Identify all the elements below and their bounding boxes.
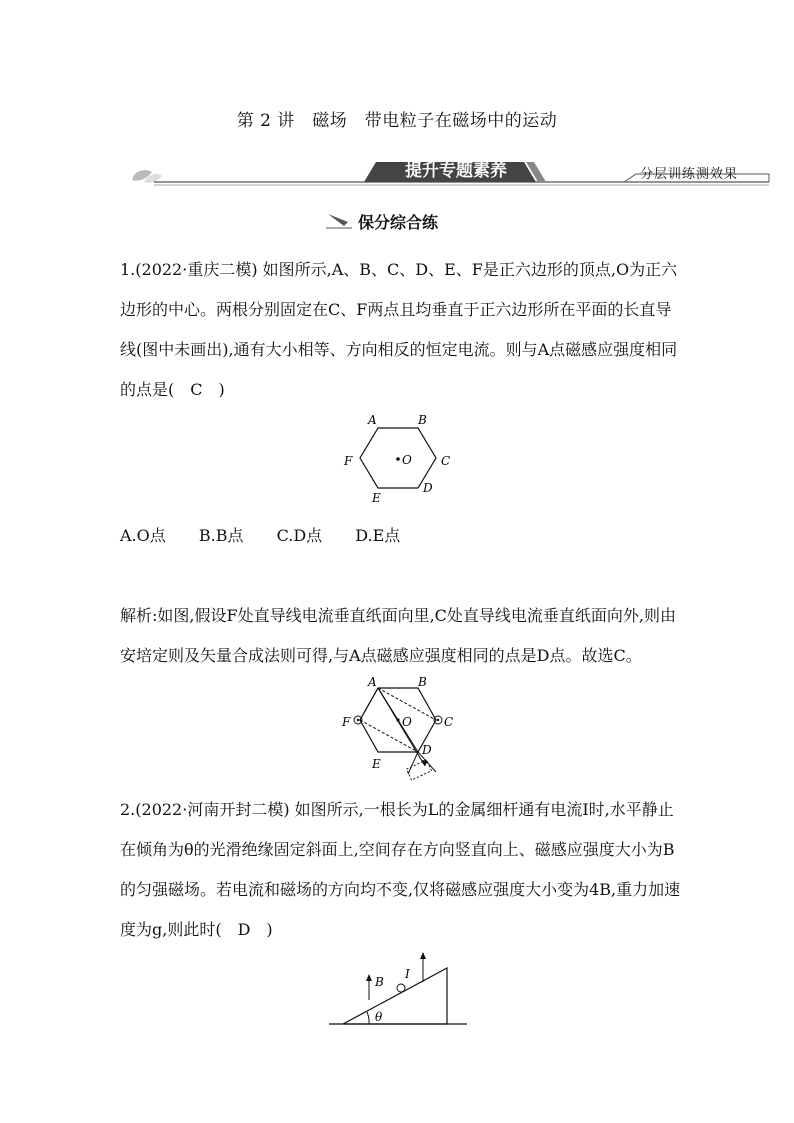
- label-O: O: [402, 715, 412, 729]
- label-E: E: [372, 491, 381, 505]
- label-A: A: [368, 676, 377, 689]
- pen-icon: [326, 208, 356, 232]
- label-C: C: [441, 454, 451, 468]
- label-F: F: [342, 715, 351, 729]
- question-2-stem: 2.(2022·河南开封二模) 如图所示,一根长为L的金属细杆通有电流I时,水平静止在倾角为θ的光滑绝缘固定斜面上,空间存在方向竖直向上、磁感应强度大小为B的匀强磁场。若电流和磁场的方向均不变,仅将磁感应强度大小变为4B,重力加速度为g,则此时( D ): [120, 800, 681, 939]
- banner-right-label: 分层训练测效果: [640, 167, 739, 182]
- option-d: D.E点: [355, 526, 401, 545]
- question-1-analysis: 解析:如图,假设F处直导线电流垂直纸面向里,C处直导线电流垂直纸面向外,则由安培定则及矢量合成法则可得,与A点磁感应强度相同的点是D点。故选C。: [120, 606, 676, 665]
- label-theta: θ: [375, 1010, 383, 1024]
- label-B: B: [418, 676, 427, 689]
- question-1-stem: 1.(2022·重庆二模) 如图所示,A、B、C、D、E、F是正六边形的顶点,O为正六边形的中心。两根分别固定在C、F两点且均垂直于正六边形所在平面的长直导线(图中未画出),通有大小相等、方向相反的恒定电流。则与A点磁感应强度相同的点是( C ): [120, 260, 678, 399]
- label-F: F: [344, 454, 353, 468]
- option-c: C.D点: [276, 526, 323, 545]
- label-B: B: [375, 975, 384, 989]
- hexagon-vector-figure: [330, 676, 465, 786]
- option-a: A.O点: [120, 526, 166, 545]
- label-C: C: [444, 715, 454, 729]
- option-b: B.B点: [198, 526, 244, 545]
- label-B: B: [418, 413, 427, 427]
- label-D: D: [422, 743, 432, 757]
- hexagon-figure: [330, 410, 465, 510]
- label-I: I: [405, 967, 410, 981]
- banner-title: 提升专题素养: [405, 161, 507, 181]
- label-E: E: [372, 757, 381, 771]
- label-D: D: [423, 481, 433, 495]
- label-A: A: [368, 413, 377, 427]
- page-title: 第 2 讲 磁场 带电粒子在磁场中的运动: [236, 111, 558, 131]
- question-1-options: [120, 516, 685, 556]
- section-title: 保分综合练: [358, 213, 439, 232]
- label-O: O: [402, 453, 412, 467]
- incline-figure: [325, 950, 470, 1030]
